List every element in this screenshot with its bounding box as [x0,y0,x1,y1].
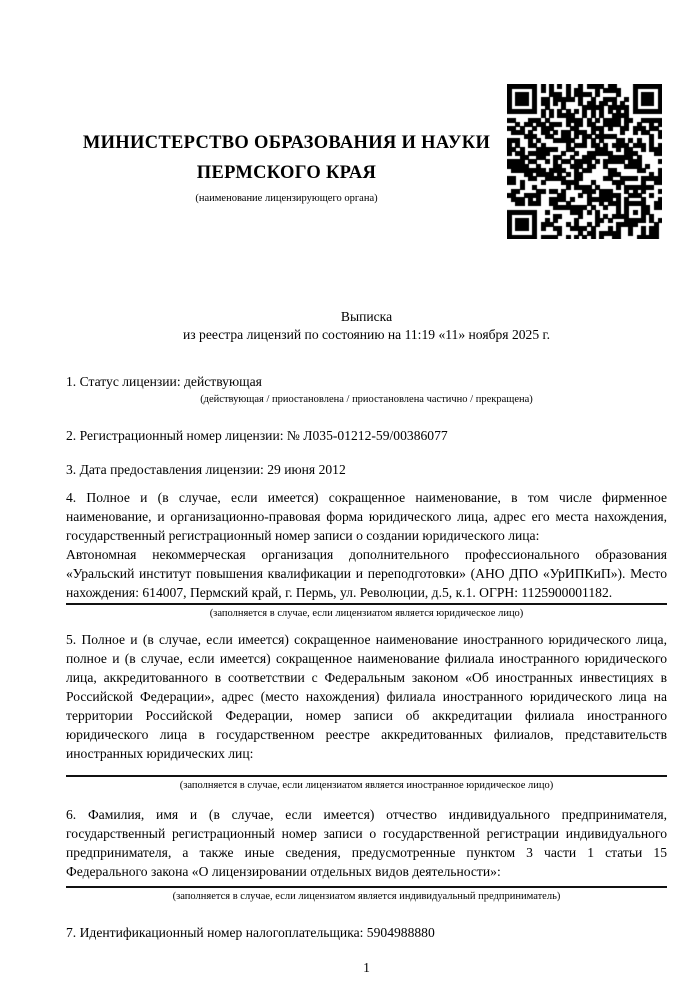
field-legal-entity [66,488,667,620]
document-body [66,0,667,977]
fill-in-rule-foreign-entity [66,775,667,777]
legal-entity-caption: (заполняется в случае, если лицензиатом является юридическое лицо) [209,608,524,619]
fill-in-rule-individual-entrepreneur [66,886,667,888]
document-title-line1: Выписка [340,309,393,324]
document-title [66,308,667,343]
legal-entity-value: Автономная некоммерческая организация дополнительного профессионального образования «Уральский институт повышения квалификации и переподготовки» (АНО ДПО «УрИПКиП»). Место нахождения: 614007, Пермский край, г. Пермь, ул. Революции, д.5, к.1. ОГРН: 1125900001182. [66,547,667,600]
ministry-name-line1: МИНИСТЕРСТВО ОБРАЗОВАНИЯ И НАУКИ [82,133,491,153]
page-number: 1 [363,960,370,975]
document-title-line2: из реестра лицензий по состоянию на 11:19 «11» ноября 2025 г. [182,326,550,342]
field-license-status [66,372,667,406]
foreign-entity-label: 5. Полное и (в случае, если имеется) сокращенное наименование иностранного юридического лица, полное и (в случае, если имеется) сокращенное наименование филиала иностранного юридического лица, аккредитованного в соответствии с Федеральным законом «Об иностранных инвестициях в Российской Федерации», адрес (место нахождения) филиала иностранного юридического лица на территории Российской Федерации, номер записи об аккредитации филиала иностранного юридического лица в государственном реестре аккредитованных филиалов, представительств иностранных юридических лиц: [66,632,667,761]
field-individual-entrepreneur [66,805,667,903]
registration-number-text: 2. Регистрационный номер лицензии: № Л035-01212-59/00386077 [66,428,448,443]
grant-date-text: 3. Дата предоставления лицензии: 29 июня 2012 [66,462,346,477]
individual-entrepreneur-caption: (заполняется в случае, если лицензиатом является индивидуальный предприниматель) [172,891,561,902]
licensing-authority-caption: (наименование лицензирующего органа) [195,193,378,204]
license-status-text: 1. Статус лицензии: действующая [66,374,262,389]
license-status-caption: (действующая / приостановлена / приостановлена частично / прекращена) [200,394,533,405]
individual-entrepreneur-label: 6. Фамилия, имя и (в случае, если имеется) отчество индивидуального предпринимателя, государственный регистрационный номер записи о государственной регистрации индивидуального предпринимателя, а также иные сведения, предусмотренные пунктом 3 части 1 статьи 15 Федерального закона «О лицензировании отдельных видов деятельности»: [66,807,667,879]
ministry-name-line2: ПЕРМСКОГО КРАЯ [196,163,377,183]
field-foreign-entity [66,630,667,792]
taxpayer-number-text: 7. Идентификационный номер налогоплательщика: 5904988880 [66,925,435,940]
foreign-entity-caption: (заполняется в случае, если лицензиатом является иностранное юридическое лицо) [179,780,554,791]
field-grant-date [66,460,667,479]
fill-in-rule-legal-entity [66,603,667,605]
field-registration-number [66,426,667,445]
legal-entity-label: 4. Полное и (в случае, если имеется) сокращенное наименование, в том числе фирменное наименование, и организационно-правовая форма юридического лица, адрес его места нахождения, государственный регистрационный номер записи о создании юридического лица: [66,490,667,543]
field-taxpayer-number [66,923,667,942]
